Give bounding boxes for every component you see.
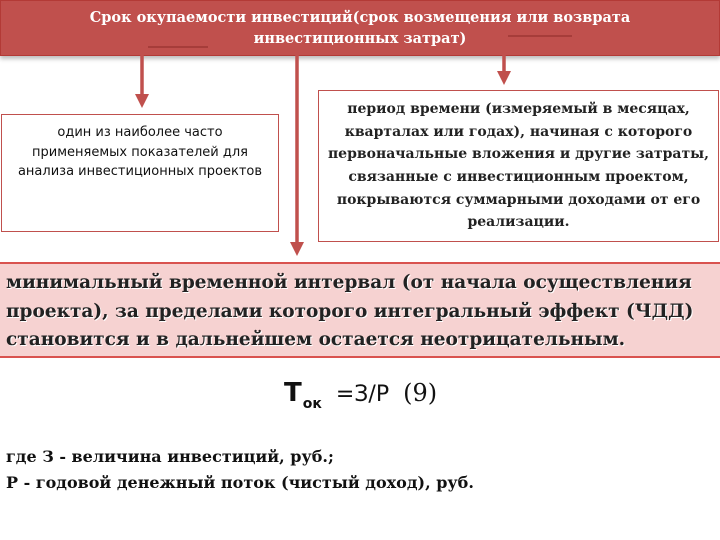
legend-line-investment: где З - величина инвестиций, руб.;: [6, 447, 334, 466]
definition-text: минимальный временной интервал (от начала осуществления проекта), за пределами которого интегральный эффект (ЧДД) становится и в дальнейшем остается неотрицательным.: [6, 272, 694, 351]
header-title: Срок окупаемости инвестиций(срок возмещения или возврата инвестиционных затрат): [89, 8, 631, 47]
formula-number: (9): [403, 379, 438, 407]
formula-symbol: Т: [284, 378, 302, 408]
left-description-box: [1, 114, 279, 232]
right-description-text: период времени (измеряемый в месяцах, кварталах или годах), начиная с которого первоначальные вложения и другие затраты, связанные с инвестиционным проектом, покрываются суммарными доходами от его реализации.: [327, 101, 710, 231]
left-description-text: один из наиболее часто применяемых показателей для анализа инвестиционных проектов: [17, 125, 263, 179]
variable-legend: [6, 444, 706, 497]
formula-expression: =З/Р: [335, 382, 390, 407]
definition-box: [0, 262, 720, 358]
right-description-box: [318, 90, 719, 242]
formula-subscript: ок: [302, 396, 322, 412]
payback-formula: [284, 378, 437, 418]
legend-line-cashflow: Р - годовой денежный поток (чистый доход), руб.: [6, 473, 474, 493]
